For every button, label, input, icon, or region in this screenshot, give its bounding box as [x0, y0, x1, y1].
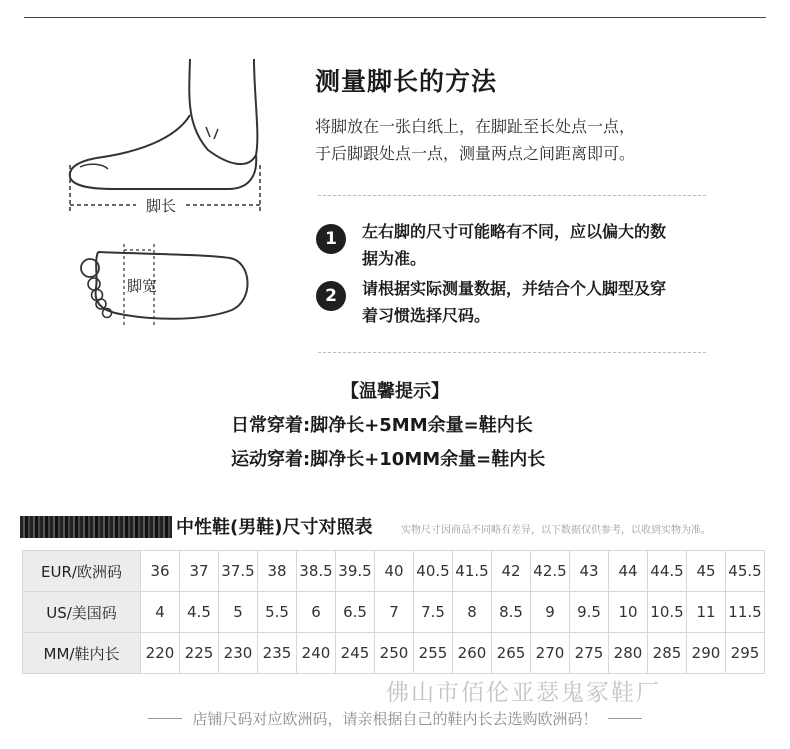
footer-note: [0, 708, 790, 729]
table-cell: 260: [453, 633, 492, 674]
table-cell: 235: [258, 633, 297, 674]
table-cell: 45: [687, 551, 726, 592]
tip-line: 据为准。: [362, 249, 427, 268]
table-cell: 36: [141, 551, 180, 592]
table-cell: 11: [687, 592, 726, 633]
tip-text: [362, 275, 707, 329]
foot-side-view-illustration: [58, 55, 273, 225]
table-cell: 44.5: [648, 551, 687, 592]
dashed-divider: [318, 352, 706, 353]
table-cell: 10: [609, 592, 648, 633]
table-cell: 38: [258, 551, 297, 592]
tip-line: 左右脚的尺寸可能略有不同，应以偏大的数: [362, 222, 667, 241]
tip-text: [362, 218, 707, 272]
dashed-divider: [318, 195, 706, 196]
table-cell: 4.5: [180, 592, 219, 633]
size-chart-table: [22, 550, 765, 674]
table-cell: 42.5: [531, 551, 570, 592]
table-cell: 265: [492, 633, 531, 674]
foot-length-label: 脚长: [145, 197, 177, 215]
footer-text: 店铺尺码对应欧洲码，请亲根据自己的鞋内长去选购欧洲码！: [192, 710, 598, 728]
table-cell: 8.5: [492, 592, 531, 633]
table-cell: 43: [570, 551, 609, 592]
foot-sole-view-illustration: [70, 240, 255, 330]
measure-method-description: [315, 113, 735, 167]
table-cell: 225: [180, 633, 219, 674]
table-cell: 4: [141, 592, 180, 633]
sport-wear-tip: 运动穿着:脚净长+10MM余量=鞋内长: [231, 449, 546, 470]
tip-line: 请根据实际测量数据，并结合个人脚型及穿: [362, 279, 667, 298]
table-cell: 37.5: [219, 551, 258, 592]
footer-dash-left: [148, 718, 182, 719]
row-header: US/美国码: [23, 592, 141, 633]
table-cell: 7.5: [414, 592, 453, 633]
table-cell: 230: [219, 633, 258, 674]
row-header: EUR/欧洲码: [23, 551, 141, 592]
tip-number-badge: 2: [316, 281, 346, 311]
table-cell: 45.5: [726, 551, 765, 592]
table-cell: 10.5: [648, 592, 687, 633]
table-cell: 295: [726, 633, 765, 674]
table-cell: 6.5: [336, 592, 375, 633]
table-cell: 250: [375, 633, 414, 674]
footer-dash-right: [608, 718, 642, 719]
table-cell: 270: [531, 633, 570, 674]
size-table-note: 实物尺寸因商品不同略有差异，以下数据仅供参考，以收到实物为准。: [401, 525, 711, 536]
table-row: [23, 592, 765, 633]
table-cell: 280: [609, 633, 648, 674]
table-cell: 255: [414, 633, 453, 674]
table-cell: 290: [687, 633, 726, 674]
table-cell: 285: [648, 633, 687, 674]
table-cell: 9.5: [570, 592, 609, 633]
table-cell: 40.5: [414, 551, 453, 592]
table-cell: 240: [297, 633, 336, 674]
desc-line-2: 于后脚跟处点一点，测量两点之间距离即可。: [315, 144, 636, 163]
table-cell: 44: [609, 551, 648, 592]
table-cell: 39.5: [336, 551, 375, 592]
size-table-title: 中性鞋(男鞋)尺寸对照表: [176, 517, 373, 538]
desc-line-1: 将脚放在一张白纸上，在脚趾至长处点一点，: [315, 117, 636, 136]
table-cell: 42: [492, 551, 531, 592]
table-cell: 11.5: [726, 592, 765, 633]
table-cell: 275: [570, 633, 609, 674]
table-row: [23, 633, 765, 674]
table-cell: 7: [375, 592, 414, 633]
row-header: MM/鞋内长: [23, 633, 141, 674]
tip-line: 着习惯选择尺码。: [362, 306, 491, 325]
redacted-brand-block: [20, 516, 172, 538]
tip-number-badge: 1: [316, 224, 346, 254]
table-cell: 8: [453, 592, 492, 633]
table-row: [23, 551, 765, 592]
table-cell: 220: [141, 633, 180, 674]
tip-2: [316, 275, 707, 329]
table-cell: 9: [531, 592, 570, 633]
daily-wear-tip: 日常穿着:脚净长+5MM余量=鞋内长: [231, 415, 533, 436]
measure-method-title: 测量脚长的方法: [315, 67, 498, 96]
shop-watermark: 佛山市佰伦亚瑟鬼冢鞋厂: [386, 680, 661, 706]
tip-1: [316, 218, 707, 272]
table-cell: 37: [180, 551, 219, 592]
warm-tips-title: 【温馨提示】: [341, 381, 449, 402]
table-cell: 245: [336, 633, 375, 674]
foot-width-label: 脚宽: [126, 277, 158, 295]
table-cell: 6: [297, 592, 336, 633]
table-cell: 41.5: [453, 551, 492, 592]
table-cell: 38.5: [297, 551, 336, 592]
table-cell: 5.5: [258, 592, 297, 633]
top-divider: [24, 17, 766, 18]
table-cell: 40: [375, 551, 414, 592]
table-cell: 5: [219, 592, 258, 633]
